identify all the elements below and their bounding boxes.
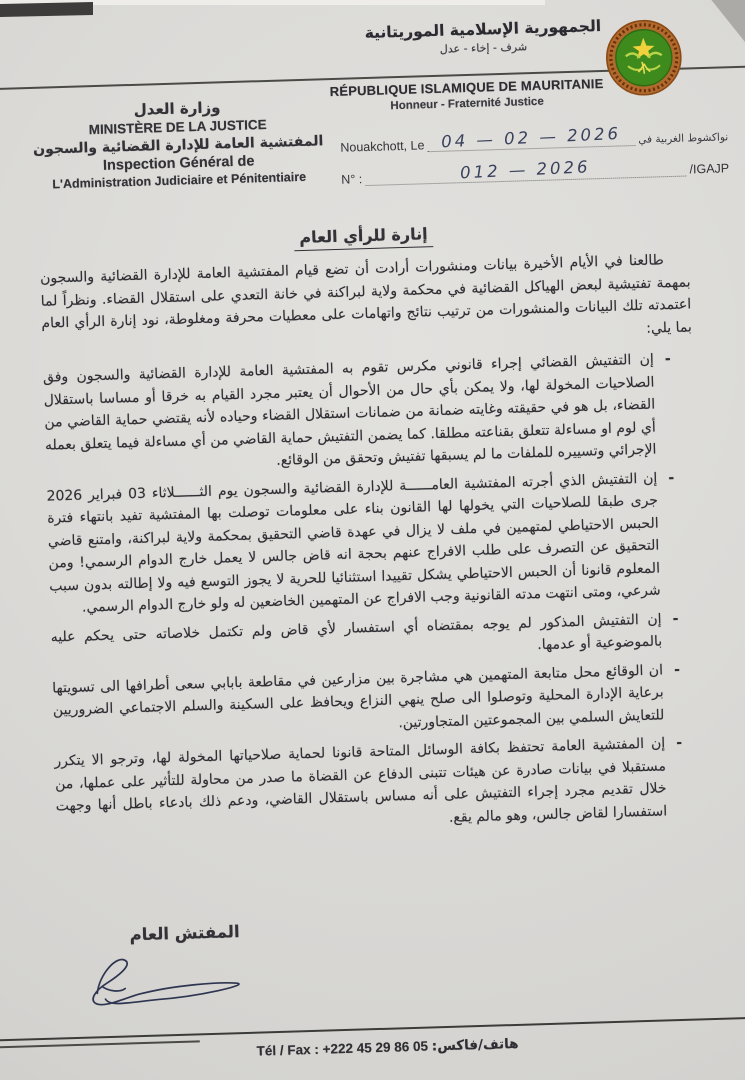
footer-contact — [15, 1029, 745, 1067]
reference-line — [341, 157, 729, 187]
bullet-text: إن المفتشية العامة تحتفظ بكافة الوسائل المتاحة قانونا لحماية صلاحياتها المخولة لها، وترجو الا يتكرر مستقبلا في بيانات صادرة عن هيئات تتبنى الدفاع عن القضاة ما صدر من محاولة للتأثير على عملها، من خلال تقديم مجرد إجراء التفتيش على أنه مساس باستقلال القاضي، ودعم ذلك بادعاء باطل أنها وجهت استفسارا لقاض جالس، وهو مالم يقع. — [54, 735, 668, 826]
bullet-text: ان الوقائع محل متابعة المتهمين هي مشاجرة بين مزارعين في مقاطعة بابابي سعى أطرافها الى تسويتها برعاية الإدارة المحلية وتوصلوا الى صلح ينهي النزاع ويحافظ على السكينة والسلم الاجتماعي الضروريين للتعايش السلمي بين المجموعتين المتجاورتين. — [52, 661, 665, 731]
signature-block — [69, 920, 302, 1025]
intro-paragraph: طالعنا في الأيام الأخيرة بيانات ومنشورات أرادت أن تضع قيام المفتشية العامة للإدارة القضائية والسجون بمهمة تفتيشية لبعض الهياكل القضائية في محكمة ولاية لبراكنة في خانة التعدي على استقلال القضاء. ونظراً لما اعتمدته تلك البيانات والمنشورات من ترتيب نتائج واتهامات على معطيات محرفة ومغلوطة، نود إنارة الرأي العام بما يلي: — [39, 252, 693, 337]
ministry-block — [9, 95, 347, 193]
bullet-dash: - — [672, 610, 679, 627]
document-body — [40, 248, 707, 846]
handwritten-reference-number: 012 — 2026 — [460, 157, 592, 183]
place-date-label-french: Nouakchott, Le — [340, 138, 425, 155]
tel-fax-french: Tél / Fax : +222 45 29 86 05 — [256, 1038, 429, 1059]
ministry-name-french: MINISTÈRE DE LA JUSTICE — [88, 116, 267, 138]
bullet-dash: - — [668, 469, 675, 486]
handwritten-date: 04 — 02 — 2026 — [440, 123, 622, 152]
national-motto-french: Honneur - Fraternité Justice — [390, 95, 544, 113]
place-date-label-arabic: نواكشوط الغربية في — [638, 131, 729, 146]
bullet-item — [46, 466, 680, 620]
national-motto-arabic: شرف - إخاء - عدل — [439, 40, 528, 56]
republic-name-french: RÉPUBLIQUE ISLAMIQUE DE MAURITANIE — [329, 75, 604, 100]
reference-number-label: N° : — [341, 172, 363, 187]
dateline-block — [340, 125, 729, 186]
tel-fax-arabic: هاتف/فاكس: — [431, 1035, 519, 1055]
signature-scrawl-icon — [77, 942, 264, 1019]
reference-suffix: /IGAJP — [689, 161, 730, 177]
bullet-item — [54, 732, 686, 841]
ministry-name-arabic: وزارة العدل — [133, 98, 221, 119]
dateline — [340, 125, 728, 155]
republic-name-arabic: الجمهورية الإسلامية الموريتانية — [364, 16, 602, 43]
inspection-name-arabic: المفتشية العامة للإدارة القضائية والسجون — [32, 133, 324, 158]
bullet-text: إن التفتيش القضائي إجراء قانوني مكرس تقوم به المفتشية العامة للإدارة القضائية والسجون وفق الصلاحيات المخولة لها، ولا يمكن بأي حال من الأحوال أن يعتبر مجرد القيام به خرقا أو مساسا باستقلال القضاء، بل هو في حقيقته وغايته ضمانة من ضمانات استقلال القضاء وحياده لأنه يقتضي حماية القاضي من أي لوم او مساءلة تتعلق بقناعته مطلقا. كما يضمن التفتيش حماية القاضي من أي مساءلة فيما يتعلق بعمله الإجرائي وتسييره للملفات ما لم يسبقها تفتيش وتحقق من الوقائع. — [42, 351, 657, 469]
bullet-item — [52, 658, 684, 744]
inspection-name-french-line1: Inspection Général de — [102, 153, 255, 174]
signature-title: المفتش العام — [129, 922, 240, 945]
bullet-dash: - — [664, 351, 671, 368]
scan-artifact-top-left — [0, 2, 93, 17]
inspection-name-french-line2: L'Administration Judiciaire et Pénitentiaire — [52, 169, 307, 192]
mauritania-emblem-seal-icon — [603, 17, 685, 99]
bullet-text: إن التفتيش الذي أجرته المفتشية العامــــــة للإدارة القضائية والسجون يوم الثــــــلاثاء 03 فبراير 2026 جرى طبقا للصلاحيات التي يخولها لها القانون بناء على معلومات توصلت بها المفتشية تفيد بانتهاء فترة الحبس الاحتياطي لمتهمين في ملف لا يزال في عهدة قاضي التحقيق بمحكمة ولاية لبراكنة، وامتنع قاضي التحقيق عن التصرف على طلب الافراج عنهم بحجة انه قاض جالس لا يعمل خارج الدوام الرسمي! ومن المعلوم قانونا أن الحبس الاحتياطي يشكل تقييدا استثنائيا للحرية لا يجوز التوسع فيه ولا إطالته بدون سبب شرعي، ومتى انتهت مدته القانونية وجب الافراج عن المتهمين الخاضعين له ولو خارج الدوام الرسمي. — [46, 470, 661, 616]
bullet-text: إن التفتيش المذكور لم يوجه بمقتضاه أي استفسار لأي قاض ولم تكتمل خلاصاته حتى يحكم عليه بالموضوعية أو عدمها. — [50, 610, 663, 654]
reference-leader-line — [365, 159, 687, 187]
bullet-item — [43, 348, 676, 479]
date-leader-line — [427, 123, 635, 152]
document-title: إنارة للرأي العام — [294, 224, 433, 251]
bullet-dash: - — [676, 734, 683, 752]
bullet-list — [43, 348, 687, 840]
bullet-dash: - — [673, 661, 681, 678]
